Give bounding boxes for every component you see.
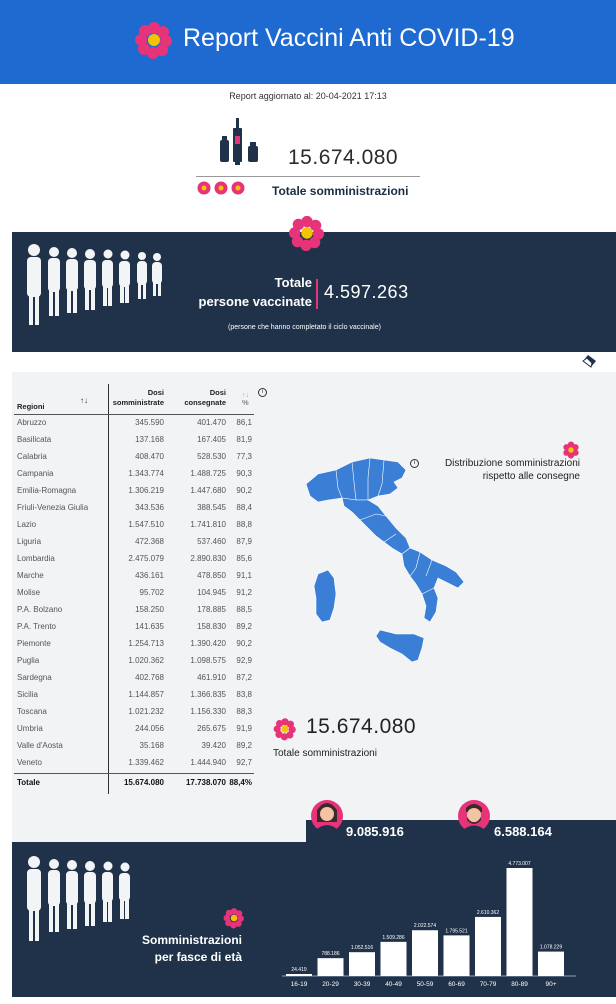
table-cell: 461.910 — [197, 673, 226, 682]
table-cell: 77,3 — [236, 452, 252, 461]
table-cell: 158.830 — [197, 622, 226, 631]
table-row[interactable] — [14, 499, 254, 516]
table-cell: 95.702 — [139, 588, 164, 597]
vaccinated-label-line1: Totale — [274, 275, 312, 290]
table-cell: 39.420 — [201, 741, 226, 750]
table-cell: 35.168 — [139, 741, 164, 750]
table-cell: 343.536 — [135, 503, 164, 512]
table-cell: 472.368 — [135, 537, 164, 546]
table-row[interactable] — [14, 618, 254, 635]
table-cell: Umbria — [17, 724, 43, 733]
data-label: 2.022.574 — [413, 923, 437, 930]
map-total-label: Totale somministrazioni — [273, 748, 377, 759]
divider — [196, 176, 420, 177]
map-region-north — [306, 458, 406, 502]
table-cell: 104.945 — [197, 588, 226, 597]
bar-60-69[interactable] — [444, 935, 470, 976]
app-header — [0, 0, 616, 84]
table-cell: 2.890.830 — [190, 554, 226, 563]
report-update-timestamp: Report aggiornato al: 20-04-2021 17:13 — [229, 91, 387, 101]
table-cell: 265.675 — [197, 724, 226, 733]
total-somministrazioni-value: 15.674.080 — [288, 146, 399, 169]
table-cell: 1.444.940 — [190, 758, 226, 767]
table-cell: 91,2 — [236, 588, 252, 597]
bar-70-79[interactable] — [475, 917, 501, 976]
age-bar-chart — [280, 852, 580, 992]
table-cell: 87,9 — [236, 537, 252, 546]
table-row[interactable] — [14, 584, 254, 601]
sort-icon[interactable]: ↑↓ — [80, 396, 88, 405]
column-header-percent[interactable]: % — [242, 398, 249, 407]
table-cell: 90,2 — [236, 486, 252, 495]
bar-90+[interactable] — [538, 952, 564, 976]
eraser-icon[interactable] — [582, 354, 598, 368]
column-header-dosi-somministrate[interactable]: Dosi somministrate — [112, 388, 164, 407]
table-row[interactable] — [14, 533, 254, 550]
table-cell: 1.021.232 — [128, 707, 164, 716]
table-cell: P.A. Bolzano — [17, 605, 63, 614]
table-cell: 1.098.575 — [190, 656, 226, 665]
table-row[interactable] — [14, 720, 254, 737]
map-region-sicily — [376, 630, 424, 662]
table-cell: 1.254.713 — [128, 639, 164, 648]
table-cell: Basilicata — [17, 435, 52, 444]
people-queue-icon — [22, 240, 172, 330]
data-label: 24.419 — [291, 967, 307, 973]
table-cell: 1.144.857 — [128, 690, 164, 699]
data-label: 1.795.521 — [445, 928, 468, 935]
flower-icon — [223, 907, 245, 929]
table-cell: Calabria — [17, 452, 47, 461]
tick-label: 16-19 — [290, 981, 308, 988]
table-cell: 1.547.510 — [128, 520, 164, 529]
table-cell: 1.339.462 — [128, 758, 164, 767]
map-region-sardinia — [314, 570, 336, 622]
table-cell: 1.741.810 — [190, 520, 226, 529]
bar-50-59[interactable] — [412, 930, 438, 976]
table-cell: 90,3 — [236, 469, 252, 478]
age-section-label: Somministrazioni per fasce di età — [141, 933, 242, 964]
table-cell: 388.545 — [197, 503, 226, 512]
table-row[interactable] — [14, 448, 254, 465]
table-cell: 1.447.680 — [190, 486, 226, 495]
table-cell: 92,9 — [236, 656, 252, 665]
page-title: Report Vaccini Anti COVID-19 — [183, 24, 515, 52]
vaccinated-label-line2: persone vaccinate — [198, 294, 312, 309]
table-cell: 402.768 — [135, 673, 164, 682]
map-title: Distribuzione somministrazioni rispetto alle consegne — [444, 458, 580, 482]
table-row[interactable] — [14, 686, 254, 703]
table-cell: Molise — [17, 588, 41, 597]
table-cell: Valle d'Aosta — [17, 741, 63, 750]
info-icon[interactable]: i — [258, 388, 267, 397]
bar-80-89[interactable] — [507, 868, 533, 976]
table-cell: 1.020.362 — [128, 656, 164, 665]
table-cell: 436.161 — [135, 571, 164, 580]
table-cell: 345.590 — [135, 418, 164, 427]
column-header-regioni[interactable]: Regioni — [17, 402, 45, 411]
table-cell: Lazio — [17, 520, 37, 529]
flower-logo-icon — [134, 20, 174, 60]
vaccine-vial-icon — [218, 116, 262, 166]
table-cell: 88,5 — [236, 605, 252, 614]
table-cell: 167.405 — [197, 435, 226, 444]
data-label: 1.052.516 — [350, 945, 374, 952]
table-row[interactable] — [14, 414, 254, 431]
male-count: 6.588.164 — [494, 824, 552, 839]
vaccinated-note: (persone che hanno completato il ciclo vaccinale) — [228, 324, 381, 331]
table-cell: Friuli-Venezia Giulia — [17, 503, 89, 512]
table-cell: 1.343.774 — [128, 469, 164, 478]
table-cell: Lombardia — [17, 554, 55, 563]
tick-label: 20-29 — [322, 981, 339, 988]
data-label: 4.773.007 — [508, 861, 531, 867]
tick-label: 80-89 — [511, 981, 528, 988]
table-cell: 1.366.835 — [190, 690, 226, 699]
table-row[interactable] — [14, 550, 254, 567]
data-label: 2.610.362 — [476, 909, 500, 916]
table-cell: 141.635 — [135, 622, 164, 631]
table-cell: Sicilia — [17, 690, 38, 699]
table-cell: 478.850 — [197, 571, 226, 580]
tick-label: 90+ — [545, 981, 557, 988]
table-row[interactable] — [14, 431, 254, 448]
table-total-row: Totale 15.674.080 17.738.070 88,4% — [14, 773, 254, 790]
table-cell: Sardegna — [17, 673, 52, 682]
tick-label: 60-69 — [448, 981, 465, 988]
table-cell: 2.475.079 — [128, 554, 164, 563]
table-cell: 537.460 — [197, 537, 226, 546]
table-cell: Abruzzo — [17, 418, 47, 427]
total-somministrazioni-label: Totale somministrazioni — [272, 184, 409, 198]
table-cell: 81,9 — [236, 435, 252, 444]
table-cell: P.A. Trento — [17, 622, 56, 631]
flower-icon — [288, 214, 326, 252]
table-cell: Piemonte — [17, 639, 51, 648]
bar-20-29[interactable] — [318, 958, 344, 976]
table-cell: Campania — [17, 469, 54, 478]
table-cell: 408.470 — [135, 452, 164, 461]
table-row[interactable] — [14, 754, 254, 771]
vaccinated-label — [190, 273, 312, 311]
italy-map[interactable] — [298, 448, 468, 670]
vaccinated-value: 4.597.263 — [324, 282, 409, 302]
table-header — [14, 384, 254, 414]
table-cell: 137.168 — [135, 435, 164, 444]
flower-icon — [273, 717, 297, 741]
table-cell: Marche — [17, 571, 44, 580]
table-cell: 1.306.219 — [128, 486, 164, 495]
data-label: 1.078.229 — [539, 944, 563, 951]
three-flowers-icon — [197, 180, 245, 196]
table-cell: 83,8 — [236, 690, 252, 699]
tick-label: 30-39 — [353, 981, 371, 988]
regions-table — [14, 384, 254, 790]
info-icon[interactable]: i — [410, 459, 419, 468]
table-cell: 87,2 — [236, 673, 252, 682]
tick-label: 70-79 — [479, 981, 497, 988]
table-row[interactable] — [14, 635, 254, 652]
table-cell: 1.156.330 — [190, 707, 226, 716]
table-row[interactable] — [14, 567, 254, 584]
table-cell: 91,1 — [236, 571, 252, 580]
female-count: 9.085.916 — [346, 824, 404, 839]
male-avatar-icon — [458, 796, 490, 836]
accent-divider — [316, 279, 318, 309]
table-row[interactable] — [14, 652, 254, 669]
table-row[interactable] — [14, 465, 254, 482]
table-cell: 85,6 — [236, 554, 252, 563]
table-row[interactable] — [14, 737, 254, 754]
map-region-center — [342, 498, 410, 554]
table-row[interactable] — [14, 703, 254, 720]
table-cell: 91,9 — [236, 724, 252, 733]
table-cell: 92,7 — [236, 758, 252, 767]
table-cell: 88,3 — [236, 707, 252, 716]
table-cell: 90,2 — [236, 639, 252, 648]
table-cell: 86,1 — [236, 418, 252, 427]
bar-16-19[interactable] — [286, 974, 312, 976]
tick-label: 50-59 — [416, 981, 434, 988]
table-row[interactable] — [14, 482, 254, 499]
bar-30-39[interactable] — [349, 952, 375, 976]
sort-icon[interactable]: ↑↓ — [242, 392, 249, 399]
table-cell: Liguria — [17, 537, 42, 546]
data-label: 1.509.286 — [382, 934, 405, 941]
bar-40-49[interactable] — [381, 942, 407, 976]
table-row[interactable] — [14, 669, 254, 686]
table-cell: Toscana — [17, 707, 47, 716]
table-cell: 244.056 — [135, 724, 164, 733]
table-body — [14, 414, 254, 771]
table-cell: 1.488.725 — [190, 469, 226, 478]
table-cell: 89,2 — [236, 622, 252, 631]
table-cell: Veneto — [17, 758, 42, 767]
table-cell: 158.250 — [135, 605, 164, 614]
table-cell: Emilia-Romagna — [17, 486, 77, 495]
table-cell: 178.885 — [197, 605, 226, 614]
tick-label: 40-49 — [385, 981, 402, 988]
map-region-south — [402, 548, 464, 622]
table-cell: 89,2 — [236, 741, 252, 750]
table-row[interactable] — [14, 601, 254, 618]
table-cell: 88,4 — [236, 503, 252, 512]
map-total-value: 15.674.080 — [306, 715, 417, 738]
data-label: 788.186 — [321, 951, 340, 958]
table-cell: 401.470 — [197, 418, 226, 427]
column-header-dosi-consegnate[interactable]: Dosi consegnate — [184, 388, 226, 407]
table-cell: 88,8 — [236, 520, 252, 529]
table-row[interactable] — [14, 516, 254, 533]
table-cell: Puglia — [17, 656, 40, 665]
table-cell: 1.390.420 — [190, 639, 226, 648]
female-avatar-icon — [311, 796, 343, 836]
table-cell: 528.530 — [197, 452, 226, 461]
